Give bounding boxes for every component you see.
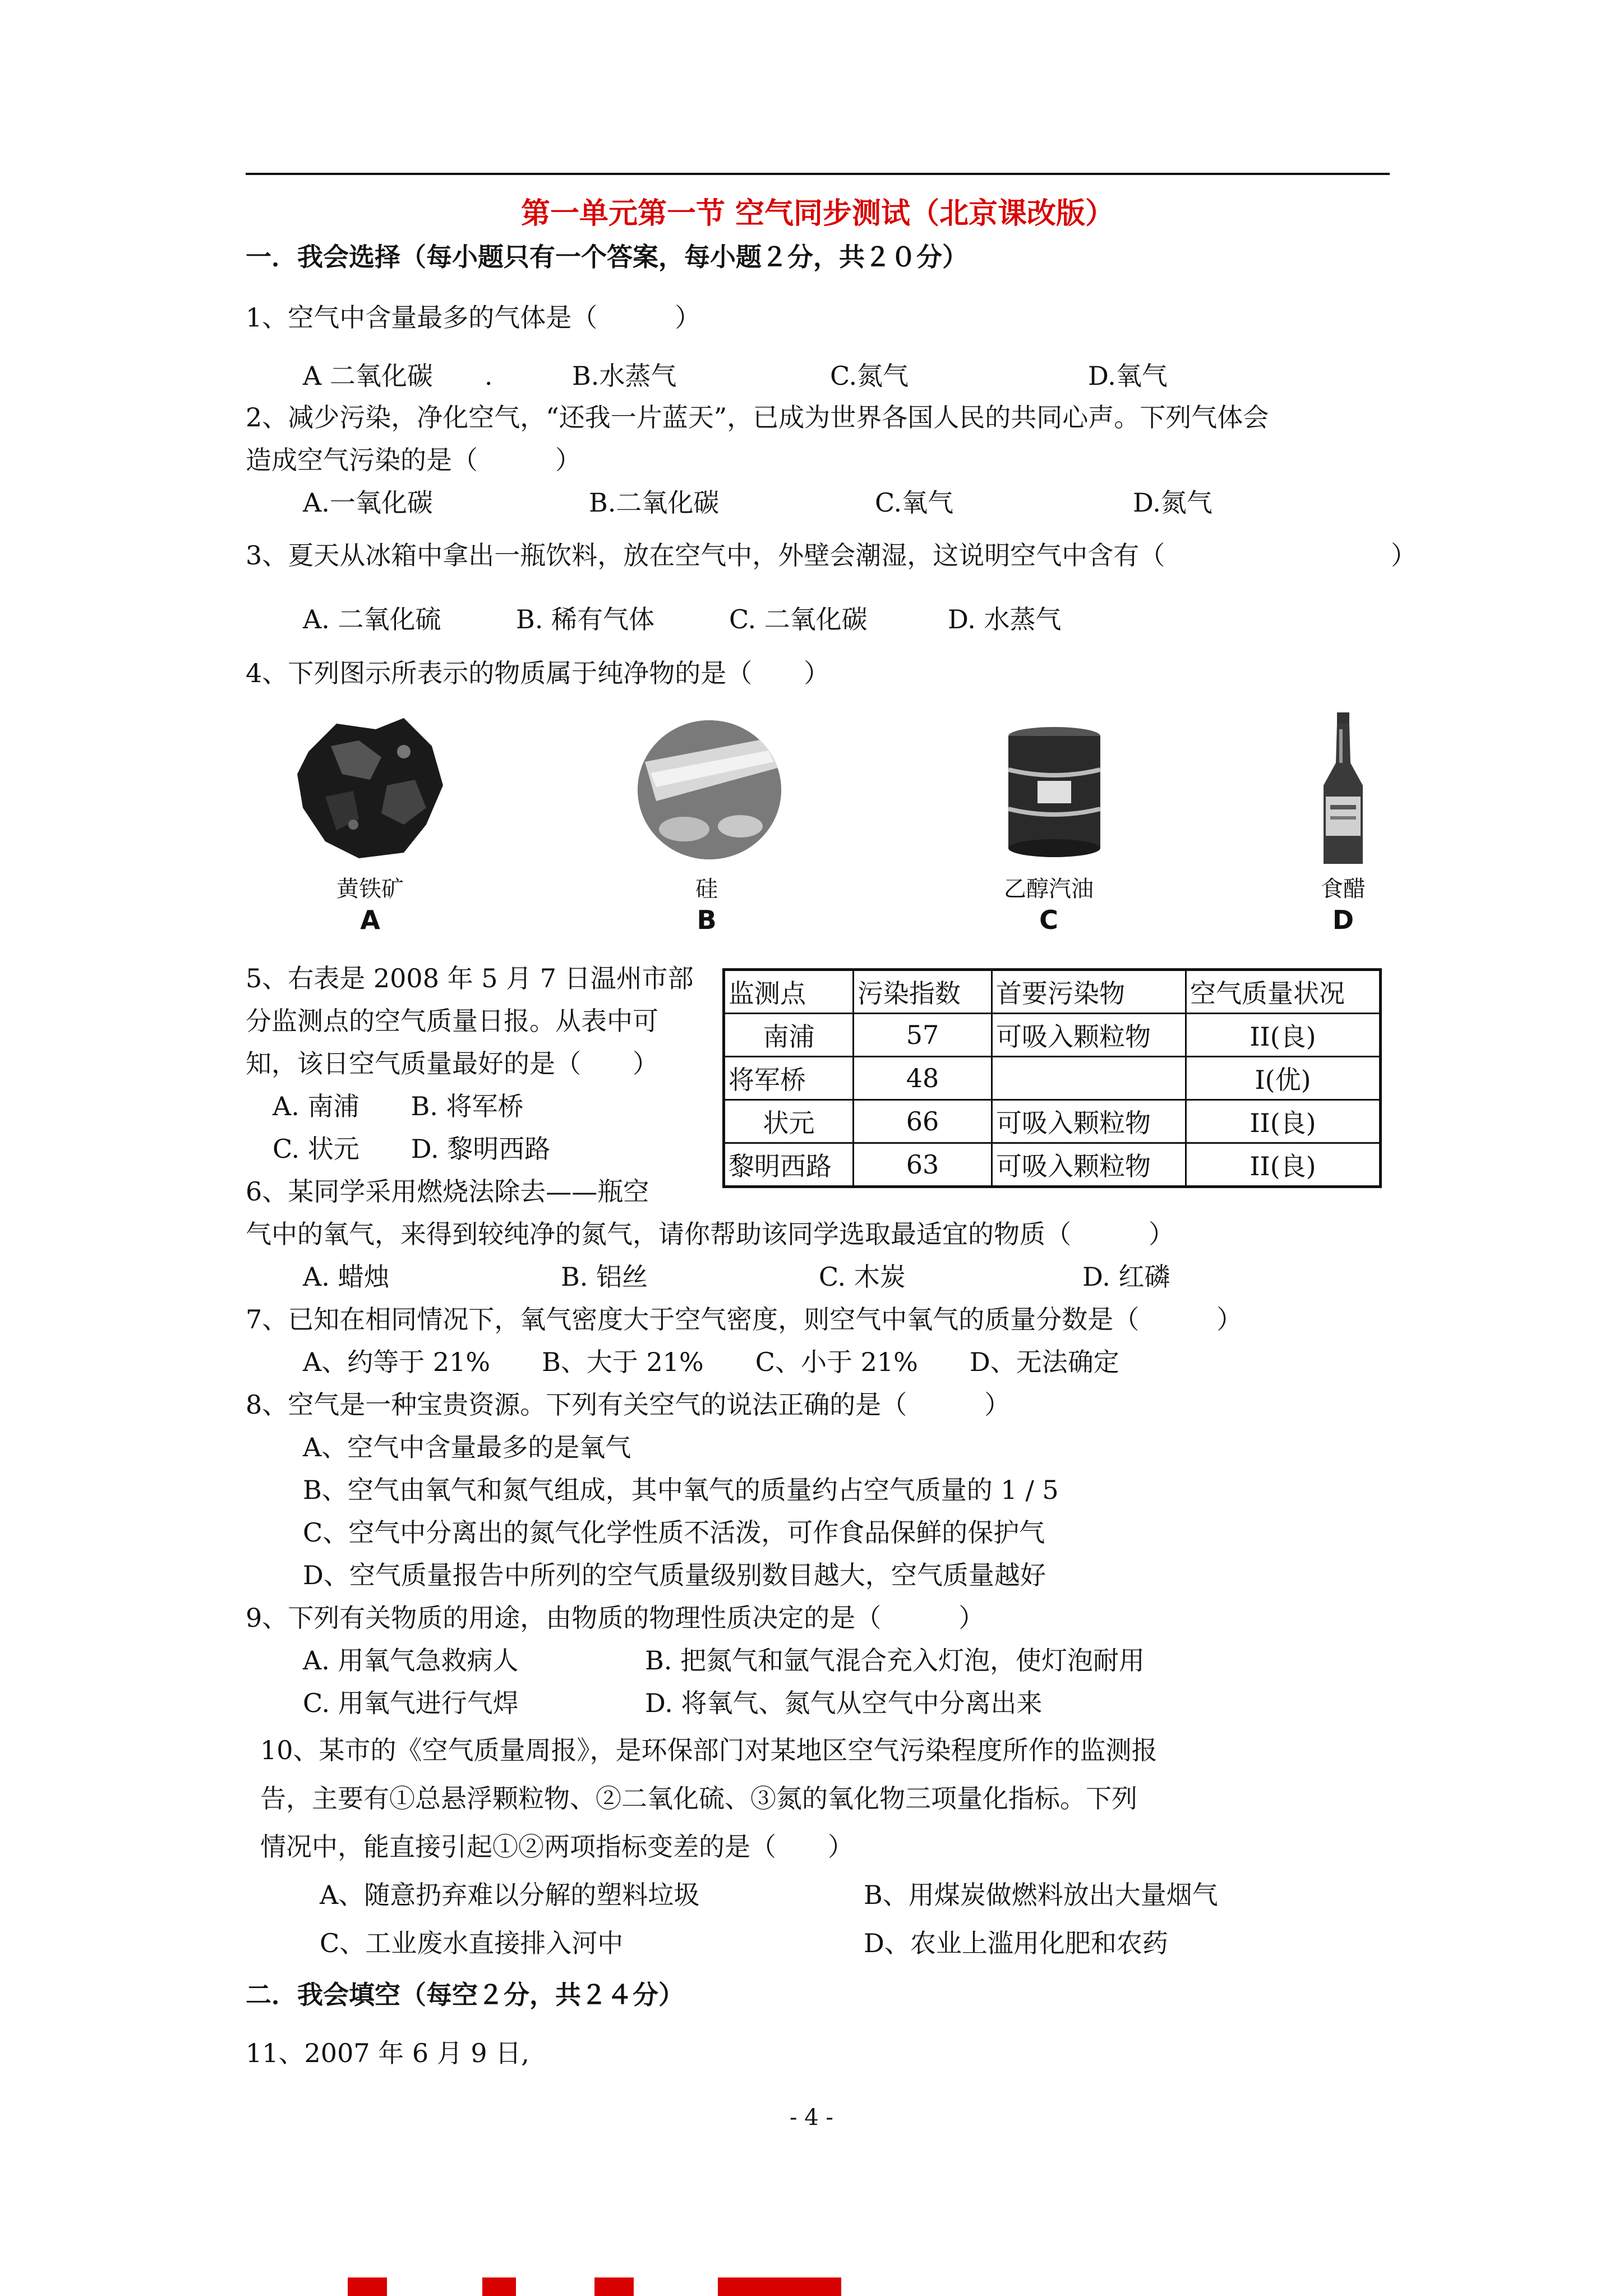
vinegar-bottle-image: [1318, 712, 1368, 869]
question-10-option-a: A、随意扔弃难以分解的塑料垃圾: [320, 1880, 700, 1910]
air-quality-table: [722, 968, 1382, 1188]
image-b-letter: B: [697, 905, 717, 935]
page-title: 第一单元第一节 空气同步测试（北京课改版）: [520, 197, 1115, 231]
question-3-option-b: B. 稀有气体: [516, 604, 655, 634]
question-10-option-d: D、农业上滥用化肥和农药: [864, 1928, 1168, 1958]
question-7-stem: 7、已知在相同情况下，氧气密度大于空气密度，则空气中氧气的质量分数是（ ）: [246, 1304, 1243, 1335]
page-number: - 4 -: [790, 2105, 833, 2131]
question-3-stem: 3、夏天从冰箱中拿出一瓶饮料，放在空气中，外壁会潮湿，这说明空气中含有（: [246, 540, 1165, 570]
table-cell: 状元: [724, 1100, 854, 1143]
section-2-heading: 二．我会填空（每空２分，共２４分）: [246, 1980, 684, 2010]
question-2-option-b: B.二氧化碳: [589, 487, 720, 518]
cutoff-red-mark: [482, 2277, 516, 2296]
question-7-options: A、约等于 21% B、大于 21% C、小于 21% D、无法确定: [303, 1347, 1119, 1377]
question-4-stem: 4、下列图示所表示的物质属于纯净物的是（ ）: [246, 658, 830, 688]
table-cell: 57: [853, 1014, 992, 1057]
question-9-option-d: D. 将氧气、氮气从空气中分离出来: [645, 1688, 1043, 1718]
question-8-stem: 8、空气是一种宝贵资源。下列有关空气的说法正确的是（ ）: [246, 1389, 1011, 1420]
question-10-option-c: C、工业废水直接排入河中: [320, 1928, 624, 1958]
table-header-cell: 污染指数: [853, 970, 992, 1014]
question-3-stem-close: ）: [1391, 540, 1417, 570]
pyrite-image: [292, 712, 449, 864]
question-8-option-c: C、空气中分离出的氮气化学性质不活泼，可作食品保鲜的保护气: [303, 1517, 1045, 1548]
table-cell: 南浦: [724, 1014, 854, 1057]
question-2-option-a: A.一氧化碳: [303, 487, 433, 518]
table-header-cell: 空气质量状况: [1186, 970, 1380, 1014]
image-a-caption: 黄铁矿: [336, 876, 404, 902]
question-9-option-b: B. 把氮气和氩气混合充入灯泡，使灯泡耐用: [645, 1645, 1145, 1676]
silicon-image: [634, 717, 785, 863]
question-8-option-b: B、空气由氧气和氮气组成，其中氧气的质量约占空气质量的 1 / 5: [303, 1475, 1059, 1505]
cutoff-red-mark: [594, 2277, 634, 2296]
question-6-line-2: 气中的氧气，来得到较纯净的氮气，请你帮助该同学选取最适宜的物质（ ）: [246, 1219, 1174, 1249]
question-6-option-c: C. 木炭: [819, 1262, 906, 1292]
question-10-line-3: 情况中，能直接引起①②两项指标变差的是（ ）: [260, 1832, 854, 1862]
table-row: [724, 1143, 1381, 1187]
cutoff-red-mark: [348, 2277, 387, 2296]
question-5-options-ab: A. 南浦 B. 将军桥: [273, 1091, 524, 1121]
question-9-stem: 9、下列有关物质的用途，由物质的物理性质决定的是（ ）: [246, 1603, 985, 1633]
table-cell: 可吸入颗粒物: [992, 1014, 1186, 1057]
table-header-row: [724, 970, 1381, 1014]
table-cell: 66: [853, 1100, 992, 1143]
question-3-option-d: D. 水蒸气: [948, 604, 1062, 634]
question-10-line-2: 告，主要有①总悬浮颗粒物、②二氧化硫、③氮的氧化物三项量化指标。下列: [260, 1783, 1137, 1814]
table-row: [724, 1100, 1381, 1143]
table-cell: 63: [853, 1143, 992, 1187]
question-2-option-c: C.氧气: [875, 487, 954, 518]
cutoff-red-mark: [718, 2277, 841, 2296]
question-1-option-a: A 二氧化碳 .: [303, 361, 493, 391]
question-5-line-2: 分监测点的空气质量日报。从表中可: [246, 1006, 658, 1036]
question-5-line-1: 5、右表是 2008 年 5 月 7 日温州市部: [246, 963, 694, 993]
question-2-stem: 2、减少污染，净化空气，“还我一片蓝天”，已成为世界各国人民的共同心声。下列气体会: [246, 402, 1269, 432]
question-6-option-a: A. 蜡烛: [303, 1262, 390, 1292]
table-cell: II(良): [1186, 1143, 1380, 1187]
table-row: [724, 1057, 1381, 1100]
table-cell: [992, 1057, 1186, 1100]
table-row: [724, 1014, 1381, 1057]
question-6-line-1: 6、某同学采用燃烧法除去——瓶空: [246, 1176, 649, 1207]
gasoline-drum-image: [1004, 725, 1105, 859]
question-10-line-1: 10、某市的《空气质量周报》，是环保部门对某地区空气污染程度所作的监测报: [260, 1735, 1158, 1765]
question-1-stem: 1、空气中含量最多的气体是（ ）: [246, 302, 701, 333]
question-1-option-c: C.氮气: [830, 361, 909, 391]
question-6-option-b: B. 铝丝: [561, 1262, 648, 1292]
question-8-option-a: A、空气中含量最多的是氧气: [303, 1432, 631, 1462]
question-9-option-a: A. 用氧气急救病人: [303, 1645, 519, 1676]
question-5-options-cd: C. 状元 D. 黎明西路: [273, 1134, 551, 1164]
question-2-option-d: D.氮气: [1133, 487, 1212, 518]
question-10-option-b: B、用煤炭做燃料放出大量烟气: [864, 1880, 1218, 1910]
table-cell: II(良): [1186, 1014, 1380, 1057]
image-d-letter: D: [1332, 905, 1354, 935]
table-header-cell: 首要污染物: [992, 970, 1186, 1014]
question-2-stem-cont: 造成空气污染的是（ ）: [246, 445, 581, 475]
table-cell: 可吸入颗粒物: [992, 1143, 1186, 1187]
question-9-option-c: C. 用氧气进行气焊: [303, 1688, 519, 1718]
section-1-heading: 一．我会选择（每小题只有一个答案，每小题２分，共２０分）: [246, 242, 968, 272]
question-1-option-b: B.水蒸气: [572, 361, 677, 391]
question-8-option-d: D、空气质量报告中所列的空气质量级别数目越大，空气质量越好: [303, 1560, 1046, 1590]
image-d-caption: 食醋: [1321, 876, 1366, 902]
table-cell: 将军桥: [724, 1057, 854, 1100]
question-11-stem: 11、2007 年 6 月 9 日,: [246, 2038, 529, 2068]
image-a-letter: A: [360, 905, 380, 935]
table-header-cell: 监测点: [724, 970, 854, 1014]
question-1-option-d: D.氧气: [1088, 361, 1168, 391]
image-c-caption: 乙醇汽油: [1004, 876, 1094, 902]
table-cell: I(优): [1186, 1057, 1380, 1100]
table-cell: 可吸入颗粒物: [992, 1100, 1186, 1143]
table-cell: 黎明西路: [724, 1143, 854, 1187]
question-3-option-c: C. 二氧化碳: [729, 604, 868, 634]
header-rule: [246, 173, 1390, 175]
question-5-line-3: 知，该日空气质量最好的是（ ）: [246, 1048, 658, 1079]
image-b-caption: 硅: [695, 876, 718, 902]
question-6-option-d: D. 红磷: [1082, 1262, 1170, 1292]
question-3-option-a: A. 二氧化硫: [303, 604, 441, 634]
table-cell: II(良): [1186, 1100, 1380, 1143]
image-c-letter: C: [1039, 905, 1058, 935]
table-cell: 48: [853, 1057, 992, 1100]
